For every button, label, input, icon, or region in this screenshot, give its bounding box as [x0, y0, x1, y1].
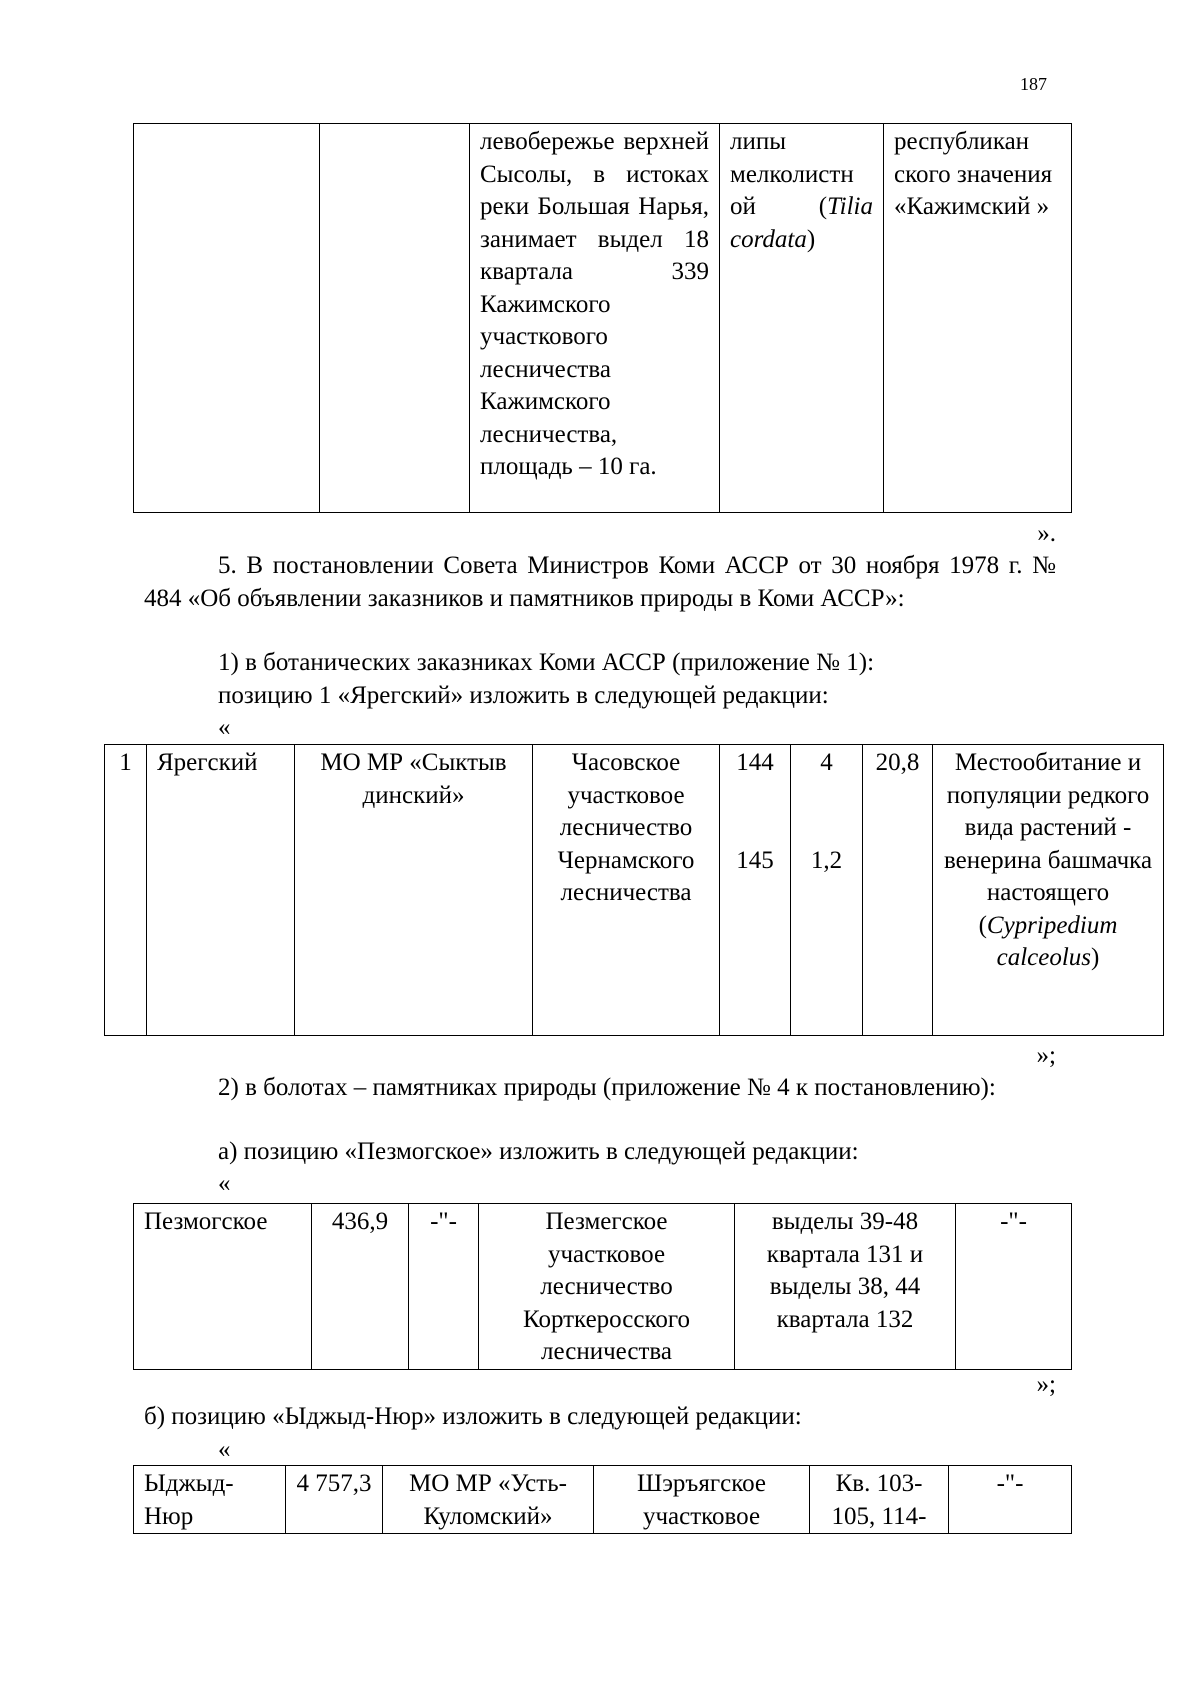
species-latin: Tilia cordata — [730, 193, 873, 253]
cell-ditto: -"- — [949, 1466, 1072, 1534]
table-pezmogskoe — [133, 1203, 1072, 1370]
cell-district: МО МР «Усть-Куломский» — [383, 1466, 594, 1534]
table-yaregsky — [104, 744, 1164, 1036]
opening-quote-2: « — [218, 1170, 231, 1197]
purpose-text: Местообитание и популяции редкого вида растений - венерина башмачка настоящего ( — [943, 749, 1153, 939]
subitem-1-position: позицию 1 «Ярегский» изложить в следующей редакции: — [218, 682, 829, 709]
cell-ditto: -"- — [409, 1204, 479, 1370]
table-row — [105, 745, 1164, 1036]
section-1-2: 1,2 — [810, 846, 843, 874]
cell-quarters — [720, 745, 791, 1036]
table-cell-status: республикан ского значения «Кажимский » — [884, 124, 1072, 513]
page-number: 187 — [1020, 74, 1047, 94]
cell-forestry: Шэръягское участковое — [594, 1466, 810, 1534]
cell-forestry: Часовское участковое лесничество Чернамского лесничества — [533, 745, 720, 1036]
cell-name: Ярегский — [147, 745, 295, 1036]
table-cell-empty-1 — [134, 124, 320, 513]
table-kazhimsky-continuation — [133, 123, 1072, 513]
subitem-1: 1) в ботанических заказниках Коми АССР (приложение № 1): — [218, 649, 875, 676]
opening-quote-3: « — [218, 1436, 231, 1463]
purpose-close: ) — [1091, 944, 1100, 971]
cell-area: 436,9 — [312, 1204, 409, 1370]
table-ydzhyd-nyur — [133, 1465, 1072, 1534]
cell-district: МО МР «Сыктыв динский» — [295, 745, 533, 1036]
table-cell-empty-2 — [320, 124, 470, 513]
subitem-2a: а) позицию «Пезмогское» изложить в следующей редакции: — [218, 1138, 859, 1165]
cell-sections: выделы 39-48 квартала 131 и выделы 38, 44 квартала 132 — [735, 1204, 956, 1370]
table-cell-description: левобережье верхней Сысолы, в истоках реки Большая Нарья, занимает выдел 18 квартала 339 Кажимского участкового лесничества Кажимского лесничества, площадь – 10 га. — [470, 124, 720, 513]
cell-purpose — [933, 745, 1164, 1036]
cell-area: 4 757,3 — [286, 1466, 383, 1534]
cell-quarters: Кв. 103-105, 114- — [810, 1466, 949, 1534]
closing-quote: ». — [1037, 520, 1056, 547]
cell-name: Ыджыд-Нюр — [134, 1466, 286, 1534]
cell-forestry: Пезмегское участковое лесничество Корткеросского лесничества — [479, 1204, 735, 1370]
species-text: липы мелколистн ой ( — [730, 128, 854, 220]
subitem-2b: б) позицию «Ыджыд-Нюр» изложить в следующей редакции: — [144, 1403, 802, 1430]
item-5-paragraph: 5. В постановлении Совета Министров Коми АССР от 30 ноября 1978 г. № 484 «Об объявлении заказников и памятников природы в Коми АССР»: — [144, 552, 1056, 612]
table-row — [134, 1466, 1072, 1534]
quarter-144: 144 — [736, 749, 774, 776]
cell-name: Пезмогское — [134, 1204, 312, 1370]
opening-quote: « — [218, 714, 231, 741]
cell-number: 1 — [105, 745, 147, 1036]
cell-sections — [791, 745, 863, 1036]
section-4: 4 — [820, 749, 833, 776]
table-row — [134, 1204, 1072, 1370]
purpose-latin: Cypripedium calceolus — [986, 911, 1118, 971]
closing-quote-2: »; — [1036, 1042, 1056, 1069]
cell-area: 20,8 — [863, 745, 933, 1036]
table-row — [134, 124, 1072, 513]
table-cell-species — [720, 124, 884, 513]
cell-ditto-2: -"- — [956, 1204, 1072, 1370]
closing-quote-3: »; — [1036, 1371, 1056, 1398]
quarter-145: 145 — [736, 846, 774, 874]
species-close: ) — [806, 225, 816, 253]
subitem-2: 2) в болотах – памятниках природы (приложение № 4 к постановлению): — [218, 1074, 996, 1101]
